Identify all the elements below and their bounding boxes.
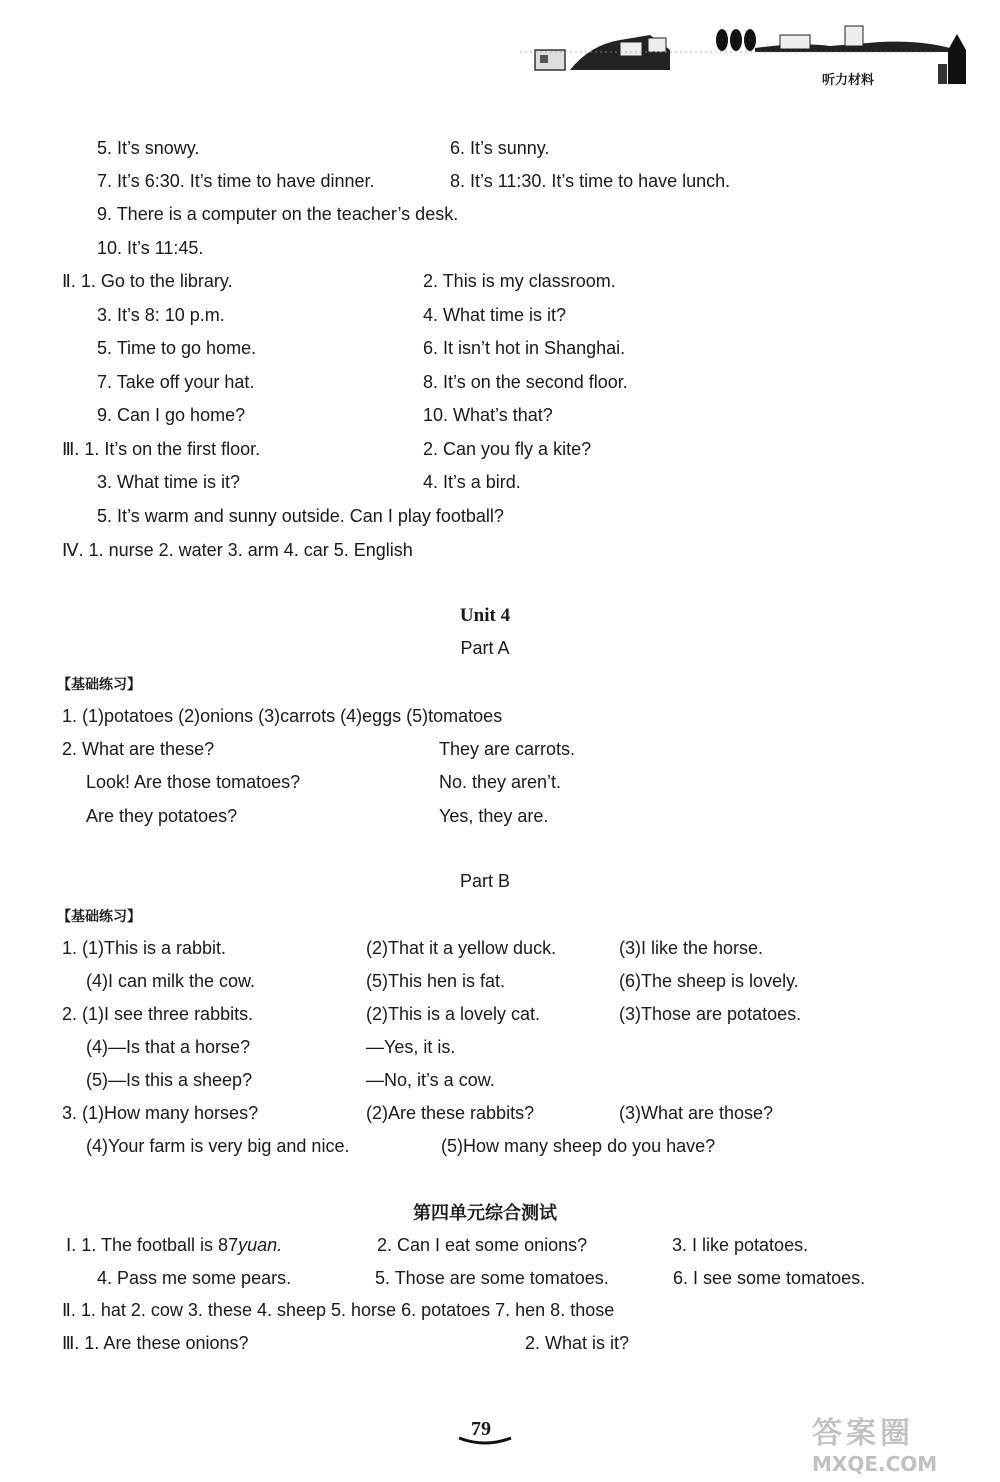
list-item: Yes, they are. [439, 806, 549, 826]
list-item: 8. It’s on the second floor. [423, 372, 628, 392]
list-item: (4)—Is that a horse? [86, 1037, 251, 1057]
list-item: (2)This is a lovely cat. [366, 1004, 541, 1024]
list-item: 10. It’s 11:45. [97, 238, 204, 258]
list-item: Ⅲ. 1. It’s on the first floor. [62, 439, 261, 459]
part-a-title: Part A [460, 638, 510, 658]
list-item: (6)The sheep is lovely. [619, 971, 799, 991]
page-number: 79 [471, 1418, 491, 1440]
list-item: (5)How many sheep do you have? [441, 1136, 716, 1156]
unit-title: Unit 4 [459, 605, 511, 626]
list-item: 2. What is it? [525, 1333, 630, 1353]
list-item: 5. Those are some tomatoes. [375, 1268, 609, 1288]
section-heading: 【基础练习】 [57, 677, 141, 693]
list-item: 8. It’s 11:30. It’s time to have lunch. [450, 171, 731, 191]
list-item: Look! Are those tomatoes? [86, 772, 301, 792]
list-item: (4)Your farm is very big and nice. [86, 1136, 350, 1156]
list-item: Ⅲ. 1. Are these onions? [62, 1333, 249, 1353]
list-item: (3)I like the horse. [619, 938, 764, 958]
page-number-underline [455, 1436, 515, 1448]
list-item: 2. Can I eat some onions? [377, 1235, 588, 1255]
section-label: 听力材料 [822, 73, 875, 88]
list-item: (3)What are those? [619, 1103, 774, 1123]
list-item: 2. This is my classroom. [423, 271, 616, 291]
header-scenery [500, 20, 980, 90]
list-item: Are they potatoes? [86, 806, 238, 826]
list-item: 9. There is a computer on the teacher’s desk. [97, 204, 459, 224]
list-item: 3. (1)How many horses? [62, 1103, 259, 1123]
list-item: 5. Time to go home. [97, 338, 257, 358]
list-item: 2. Can you fly a kite? [423, 439, 592, 459]
list-item: 2. (1)I see three rabbits. [62, 1004, 254, 1024]
list-item: (5)This hen is fat. [366, 971, 506, 991]
list-item: 4. It’s a bird. [423, 472, 521, 492]
part-b-title: Part B [459, 871, 511, 891]
list-item [66, 1234, 282, 1256]
list-item: —No, it’s a cow. [366, 1070, 495, 1090]
list-item: They are carrots. [439, 739, 576, 759]
section-heading: 【基础练习】 [57, 909, 141, 925]
list-item: (4)I can milk the cow. [86, 971, 256, 991]
list-item: No. they aren’t. [439, 772, 562, 792]
list-item: —Yes, it is. [366, 1037, 456, 1057]
watermark-url: MXQE.COM [812, 1452, 938, 1476]
list-item-emphasis: yuan. [238, 1235, 283, 1255]
list-item: 5. It’s snowy. [97, 138, 200, 158]
list-item: 6. I see some tomatoes. [673, 1268, 866, 1288]
list-item: 1. (1)This is a rabbit. [62, 938, 227, 958]
list-item: 3. I like potatoes. [672, 1235, 809, 1255]
list-item: 2. What are these? [62, 739, 215, 759]
list-item: (5)—Is this a sheep? [86, 1070, 253, 1090]
list-item: 3. It’s 8: 10 p.m. [97, 305, 225, 325]
list-item: 1. (1)potatoes (2)onions (3)carrots (4)eggs (5)tomatoes [62, 706, 503, 726]
page-number-badge [455, 1416, 515, 1446]
watermark [812, 1408, 992, 1474]
list-item: 9. Can I go home? [97, 405, 246, 425]
list-item: 3. What time is it? [97, 472, 241, 492]
list-item: 5. It’s warm and sunny outside. Can I play football? [97, 506, 504, 526]
list-item-text: Ⅰ. 1. The football is 87 [66, 1235, 239, 1255]
list-item: 7. Take off your hat. [97, 372, 255, 392]
list-item: Ⅱ. 1. hat 2. cow 3. these 4. sheep 5. horse 6. potatoes 7. hen 8. those [62, 1300, 615, 1320]
list-item: 6. It’s sunny. [450, 138, 550, 158]
list-item: 10. What’s that? [423, 405, 553, 425]
list-item: Ⅳ. 1. nurse 2. water 3. arm 4. car 5. English [62, 540, 413, 560]
list-item: (3)Those are potatoes. [619, 1004, 802, 1024]
pencil-icon [938, 34, 966, 84]
watermark-text: 答案圈 [812, 1416, 914, 1451]
trees-icon [716, 26, 950, 52]
list-item: 4. Pass me some pears. [97, 1268, 292, 1288]
list-item: 4. What time is it? [423, 305, 567, 325]
list-item: 6. It isn’t hot in Shanghai. [423, 338, 626, 358]
list-item: (2)That it a yellow duck. [366, 938, 557, 958]
list-item: Ⅱ. 1. Go to the library. [62, 271, 233, 291]
house-scenery-icon [535, 35, 670, 70]
test-title: 第四单元综合测试 [413, 1203, 557, 1224]
list-item: (2)Are these rabbits? [366, 1103, 535, 1123]
list-item: 7. It’s 6:30. It’s time to have dinner. [97, 171, 375, 191]
